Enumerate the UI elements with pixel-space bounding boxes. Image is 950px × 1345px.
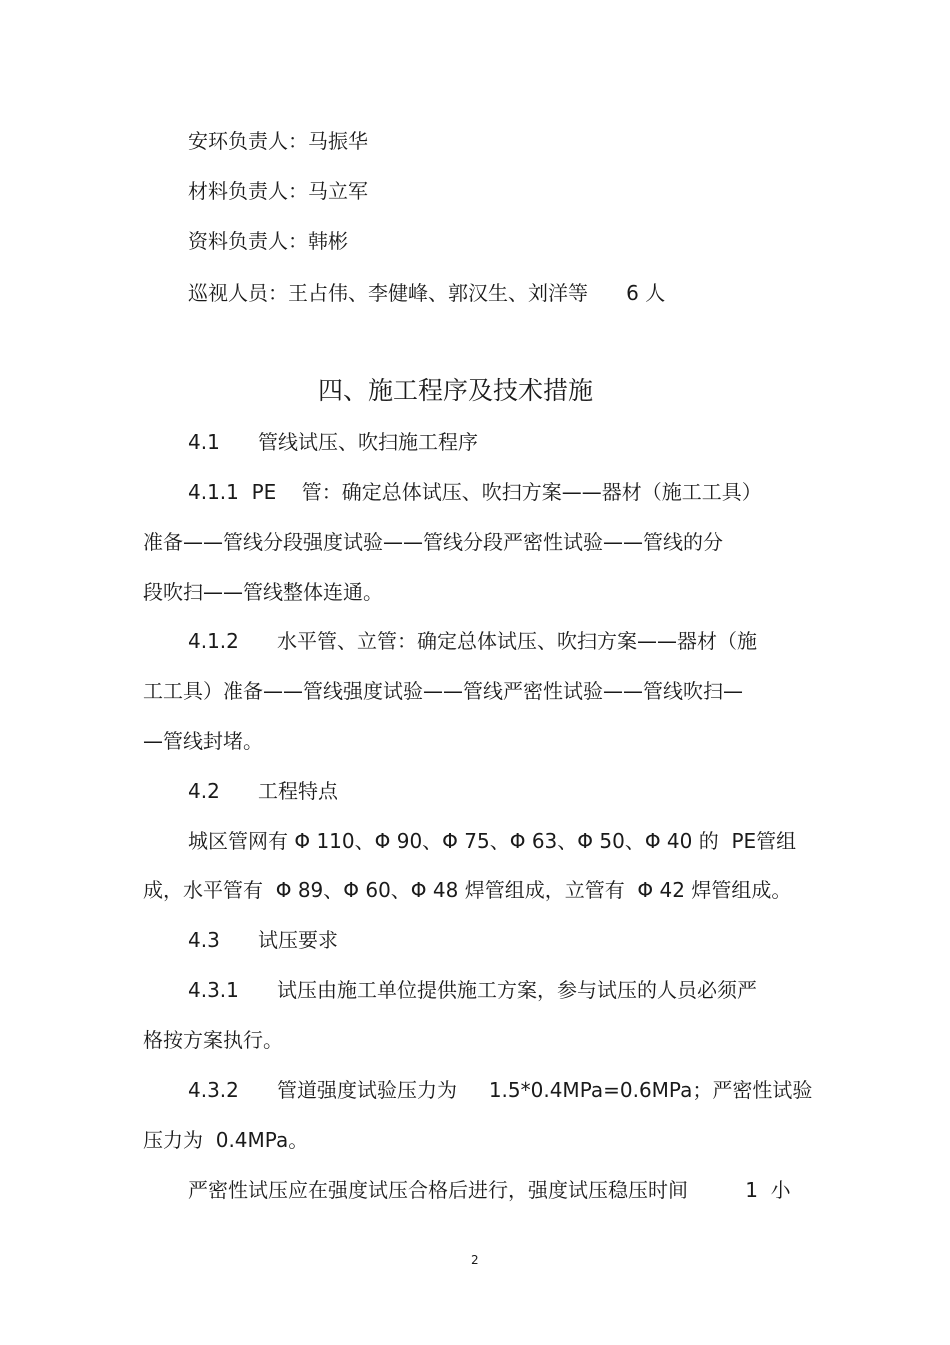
subsection-4-3: 4.3 试压要求 <box>188 928 338 952</box>
page-number: 2 <box>471 1253 479 1267</box>
para-4-2-line2: 成，水平管有 Φ 89、Φ 60、Φ 48 焊管组成，立管有 Φ 42 焊管组成。 <box>143 878 792 902</box>
para-4-1-1-line2: 准备——管线分段强度试验——管线分段严密性试验——管线的分 <box>143 530 723 554</box>
para-4-1-1-line3: 段吹扫——管线整体连通。 <box>143 580 383 604</box>
staff-patrol: 巡视人员：王占伟、李健峰、郭汉生、刘洋等 6 人 <box>188 281 666 305</box>
section-title: 四、施工程序及技术措施 <box>318 376 594 405</box>
para-4-3-2-line3: 严密性试压应在强度试压合格后进行，强度试压稳压时间 1 小 <box>188 1178 791 1202</box>
para-4-1-2-line3: —管线封堵。 <box>143 729 263 753</box>
para-4-3-2-line1: 4.3.2 管道强度试验压力为 1.5*0.4MPa=0.6MPa；严密性试验 <box>188 1078 813 1102</box>
para-4-3-2-line2: 压力为 0.4MPa。 <box>143 1128 309 1152</box>
para-4-1-2-line1: 4.1.2 水平管、立管：确定总体试压、吹扫方案——器材（施 <box>188 629 758 653</box>
staff-documents: 资料负责人：韩彬 <box>188 229 348 253</box>
subsection-4-2: 4.2 工程特点 <box>188 779 338 803</box>
para-4-3-1-line1: 4.3.1 试压由施工单位提供施工方案，参与试压的人员必须严 <box>188 978 758 1002</box>
para-4-2-line1: 城区管网有 Φ 110、Φ 90、Φ 75、Φ 63、Φ 50、Φ 40 的 PE管组 <box>188 829 797 853</box>
subsection-4-1: 4.1 管线试压、吹扫施工程序 <box>188 430 478 454</box>
para-4-3-1-line2: 格按方案执行。 <box>143 1028 283 1052</box>
para-4-1-2-line2: 工工具）准备——管线强度试验——管线严密性试验——管线吹扫— <box>143 679 743 703</box>
staff-safety: 安环负责人：马振华 <box>188 129 368 153</box>
para-4-1-1-line1: 4.1.1 PE 管：确定总体试压、吹扫方案——器材（施工工具） <box>188 480 762 504</box>
staff-material: 材料负责人：马立军 <box>188 179 368 203</box>
